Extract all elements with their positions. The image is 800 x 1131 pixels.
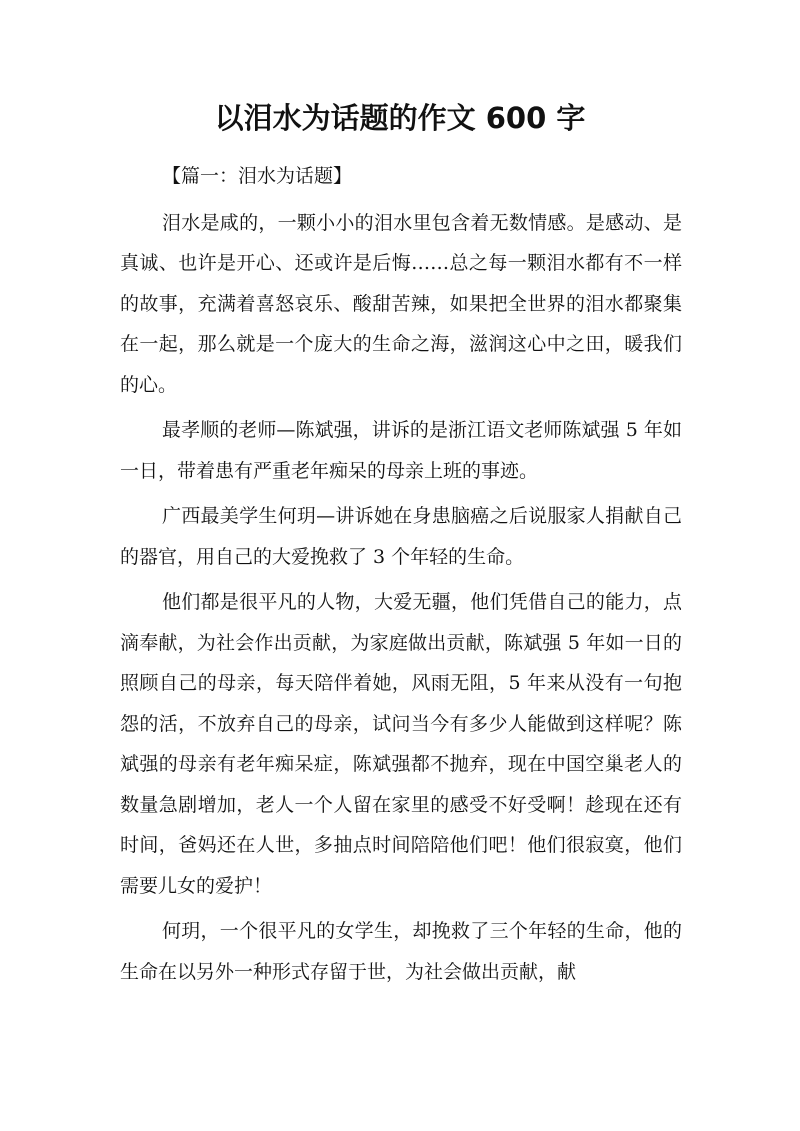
document-body <box>120 156 682 997</box>
section-label: 【篇一：泪水为话题】 <box>162 165 353 187</box>
document-title: 以泪水为话题的作文 600 字 <box>214 101 586 135</box>
paragraph-4: 他们都是很平凡的人物，大爱无疆，他们凭借自己的能力，点滴奉献，为社会作出贡献，为家庭做出贡献，陈斌强 5 年如一日的照顾自己的母亲，每天陪伴着她，风雨无阻，5 年来从没有一句抱怨的活，不放弃自己的母亲，试问当今有多少人能做到这样呢？陈斌强的母亲有老年痴呆症，陈斌强都不抛弃，现在中国空巢老人的数量急剧增加，老人一个人留在家里的感受不好受啊！趁现在还有时间，爸妈还在人世，多抽点时间陪陪他们吧！他们很寂寞，他们需要儿女的爱护！ <box>120 591 682 897</box>
paragraph-5: 何玥，一个很平凡的女学生，却挽救了三个年轻的生命，他的生命在以另外一种形式存留于世，为社会做出贡献，献 <box>120 920 682 983</box>
paragraph-2: 最孝顺的老师—陈斌强，讲诉的是浙江语文老师陈斌强 5 年如一日，带着患有严重老年痴呆的母亲上班的事迹。 <box>120 419 682 482</box>
paragraph-1: 泪水是咸的，一颗小小的泪水里包含着无数情感。是感动、是真诚、也许是开心、还或许是后悔……总之每一颗泪水都有不一样的故事，充满着喜怒哀乐、酸甜苦辣，如果把全世界的泪水都聚集在一起，那么就是一个庞大的生命之海，滋润这心中之田，暖我们的心。 <box>120 211 682 396</box>
paragraph-3: 广西最美学生何玥—讲诉她在身患脑癌之后说服家人捐献自己的器官，用自己的大爱挽救了 3 个年轻的生命。 <box>120 505 682 568</box>
